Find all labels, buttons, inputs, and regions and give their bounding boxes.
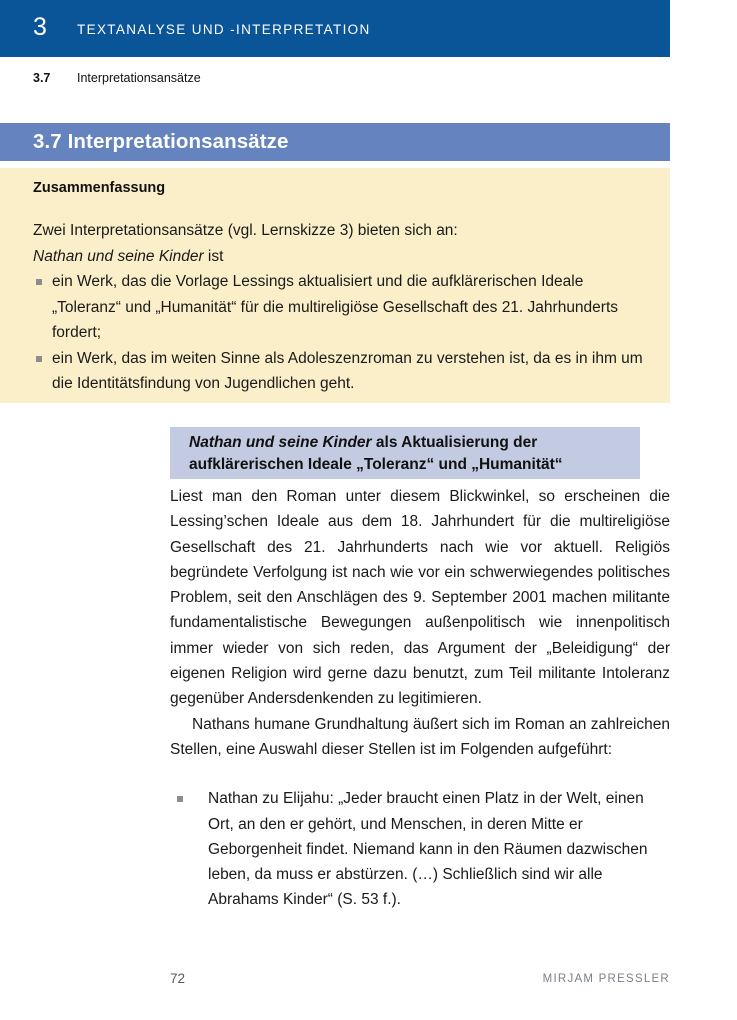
summary-intro-title-italic: Nathan und seine Kinder: [33, 247, 204, 265]
footer-author: MIRJAM PRESSLER: [542, 973, 670, 985]
running-head-label: Interpretationsansätze: [77, 71, 201, 85]
summary-intro-line-2: [33, 244, 647, 270]
body-paragraph-1: Liest man den Roman unter diesem Blickwinkel, so erscheinen die Lessing’schen Ideale aus dem 18. Jahrhundert für die multireligiöse Gesellschaft des 21. Jahrhunderts nach wie vor aktuell. Religiös begründete Verfolgung ist nach wie vor ein schwerwiegendes politisches Problem, seit den Anschlägen des 9. September 2001 machen militante fundamentalistische Bewegungen außenpolitisch wie innenpolitisch immer wieder von sich reden, das Argument der „Beleidigung“ der eigenen Religion wird gerne dazu benutzt, zum Teil militante Intoleranz gegenüber Andersdenkenden zu legitimieren.: [170, 488, 670, 708]
list-item: [33, 346, 647, 397]
square-bullet-icon: [177, 796, 183, 802]
subheading-highlight-box: [170, 427, 640, 479]
running-head: [33, 71, 633, 85]
page-footer: [170, 971, 670, 991]
chapter-header-band: [0, 0, 670, 57]
body-paragraph-2: Nathans humane Grundhaltung äußert sich im Roman an zahlreichen Stellen, eine Auswahl dieser Stellen ist im Folgenden aufgeführt:: [170, 715, 670, 758]
summary-bullet-text: ein Werk, das im weiten Sinne als Adoleszenzroman zu verstehen ist, da es in ihm um die Identitätsfindung von Jugendlichen geht.: [52, 349, 643, 392]
chapter-number: 3: [33, 13, 47, 41]
subheading-text: [189, 432, 629, 476]
square-bullet-icon: [36, 356, 42, 362]
section-heading-text: 3.7 Interpretationsansätze: [33, 130, 289, 153]
summary-title: Zusammenfassung: [33, 180, 166, 196]
summary-box: [0, 168, 670, 403]
list-item: [170, 786, 670, 912]
quote-bullet-list: [170, 786, 670, 912]
subheading-title-italic: Nathan und seine Kinder: [189, 434, 372, 451]
body-column: [170, 484, 670, 913]
summary-bullet-list: [33, 269, 647, 397]
quote-text: Nathan zu Elijahu: „Jeder braucht einen Platz in der Welt, einen Ort, an den er gehört, und Menschen, in deren Mitte er Geborgenheit findet. Niemand kann in den Räumen dazwischen leben, da muss er abstürzen. (…) Schließlich sind wir alle Abrahams Kinder“ (S. 53 f.).: [208, 790, 648, 909]
square-bullet-icon: [36, 279, 42, 285]
summary-intro-line-2-rest: ist: [203, 247, 224, 265]
summary-intro-line-1: Zwei Interpretationsansätze (vgl. Lernskizze 3) bieten sich an:: [33, 222, 458, 239]
chapter-title: TEXTANALYSE UND -INTERPRETATION: [77, 22, 371, 37]
summary-bullet-text: ein Werk, das die Vorlage Lessings aktualisiert und die aufklärerischen Ideale „Toleranz“ und „Humanität“ für die multireligiöse Gesellschaft des 21. Jahrhunderts fordert;: [52, 273, 619, 341]
summary-body: [33, 218, 647, 397]
list-item: [33, 269, 647, 346]
running-head-number: 3.7: [33, 71, 51, 85]
section-heading-bar: [0, 123, 670, 161]
page-number: 72: [170, 971, 186, 986]
subheading-rest: als Aktualisierung der aufklärerischen Ideale „Toleranz“ und „Humanität“: [189, 434, 563, 473]
